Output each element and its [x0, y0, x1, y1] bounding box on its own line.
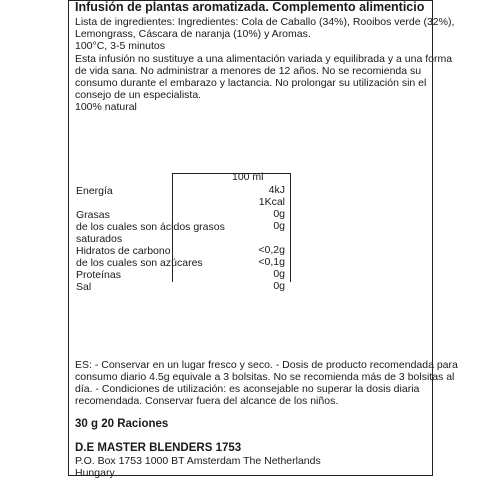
preparation-line: 100°C, 3-5 minutos	[75, 40, 165, 52]
nutrition-row-value: 0g	[273, 220, 285, 232]
conservation-line: recomendada. Conservar fuera del alcance de los niños.	[75, 395, 339, 407]
nutrition-row-value: 0g	[273, 268, 285, 280]
ingredients-line: Lemongrass, Cáscara de naranja (10%) y Aromas.	[75, 28, 311, 40]
nutrition-row-value: 1Kcal	[258, 196, 285, 208]
nutrition-row-label: Proteínas	[76, 269, 121, 281]
nutrition-column-header: 100 ml	[232, 171, 264, 183]
company-address: P.O. Box 1753 1000 BT Amsterdam The Netherlands	[75, 455, 321, 467]
nutrition-row-value: <0,1g	[258, 256, 285, 268]
nutrition-row-value: 0g	[273, 280, 285, 292]
warning-line: consejo de un especialista.	[75, 89, 202, 101]
nutrition-row-label: de los cuales son azúcares	[76, 257, 203, 269]
warning-line: consumo durante el embarazo y lactancia. No prolongar su utilización sin el	[75, 77, 427, 89]
product-title: Infusión de plantas aromatizada. Complemento alimenticio	[75, 0, 425, 14]
nutrition-row-value: <0,2g	[258, 244, 285, 256]
nutrition-row-value: 4kJ	[268, 184, 285, 196]
conservation-line: consumo diario 4.5g equivale a 3 bolsitas. No se recomienda más de 3 bolsitas al	[75, 371, 455, 383]
nutrition-row-label: Hidratos de carbono	[76, 245, 171, 257]
nutrition-row-label: saturados	[76, 233, 123, 245]
warning-line: de vida sana. No administrar a menores de 12 años. No se recomienda su	[75, 65, 422, 77]
conservation-line: ES: - Conservar en un lugar fresco y seco. - Dosis de producto recomendada para	[75, 359, 458, 371]
nutrition-row-label: de los cuales son ácidos grasos	[76, 221, 225, 233]
ingredients-line: Lista de ingredientes: Ingredientes: Cola de Caballo (34%), Rooibos verde (32%),	[75, 16, 455, 28]
nutrition-row-label: Sal	[76, 281, 92, 293]
warning-line: Esta infusión no sustituye a una alimentación variada y equilibrada y a una forma	[75, 53, 453, 65]
nutrition-row-value: 0g	[273, 208, 285, 220]
nutrition-row-label: Energía	[76, 185, 113, 197]
company-name: D.E MASTER BLENDERS 1753	[75, 442, 242, 454]
quantity-servings: 30 g 20 Raciones	[75, 418, 169, 430]
natural-claim: 100% natural	[75, 101, 137, 113]
nutrition-row-label: Grasas	[76, 209, 110, 221]
conservation-line: día. - Condiciones de utilización: es aconsejable no superar la dosis diaria	[75, 383, 420, 395]
company-country: Hungary	[75, 467, 115, 479]
